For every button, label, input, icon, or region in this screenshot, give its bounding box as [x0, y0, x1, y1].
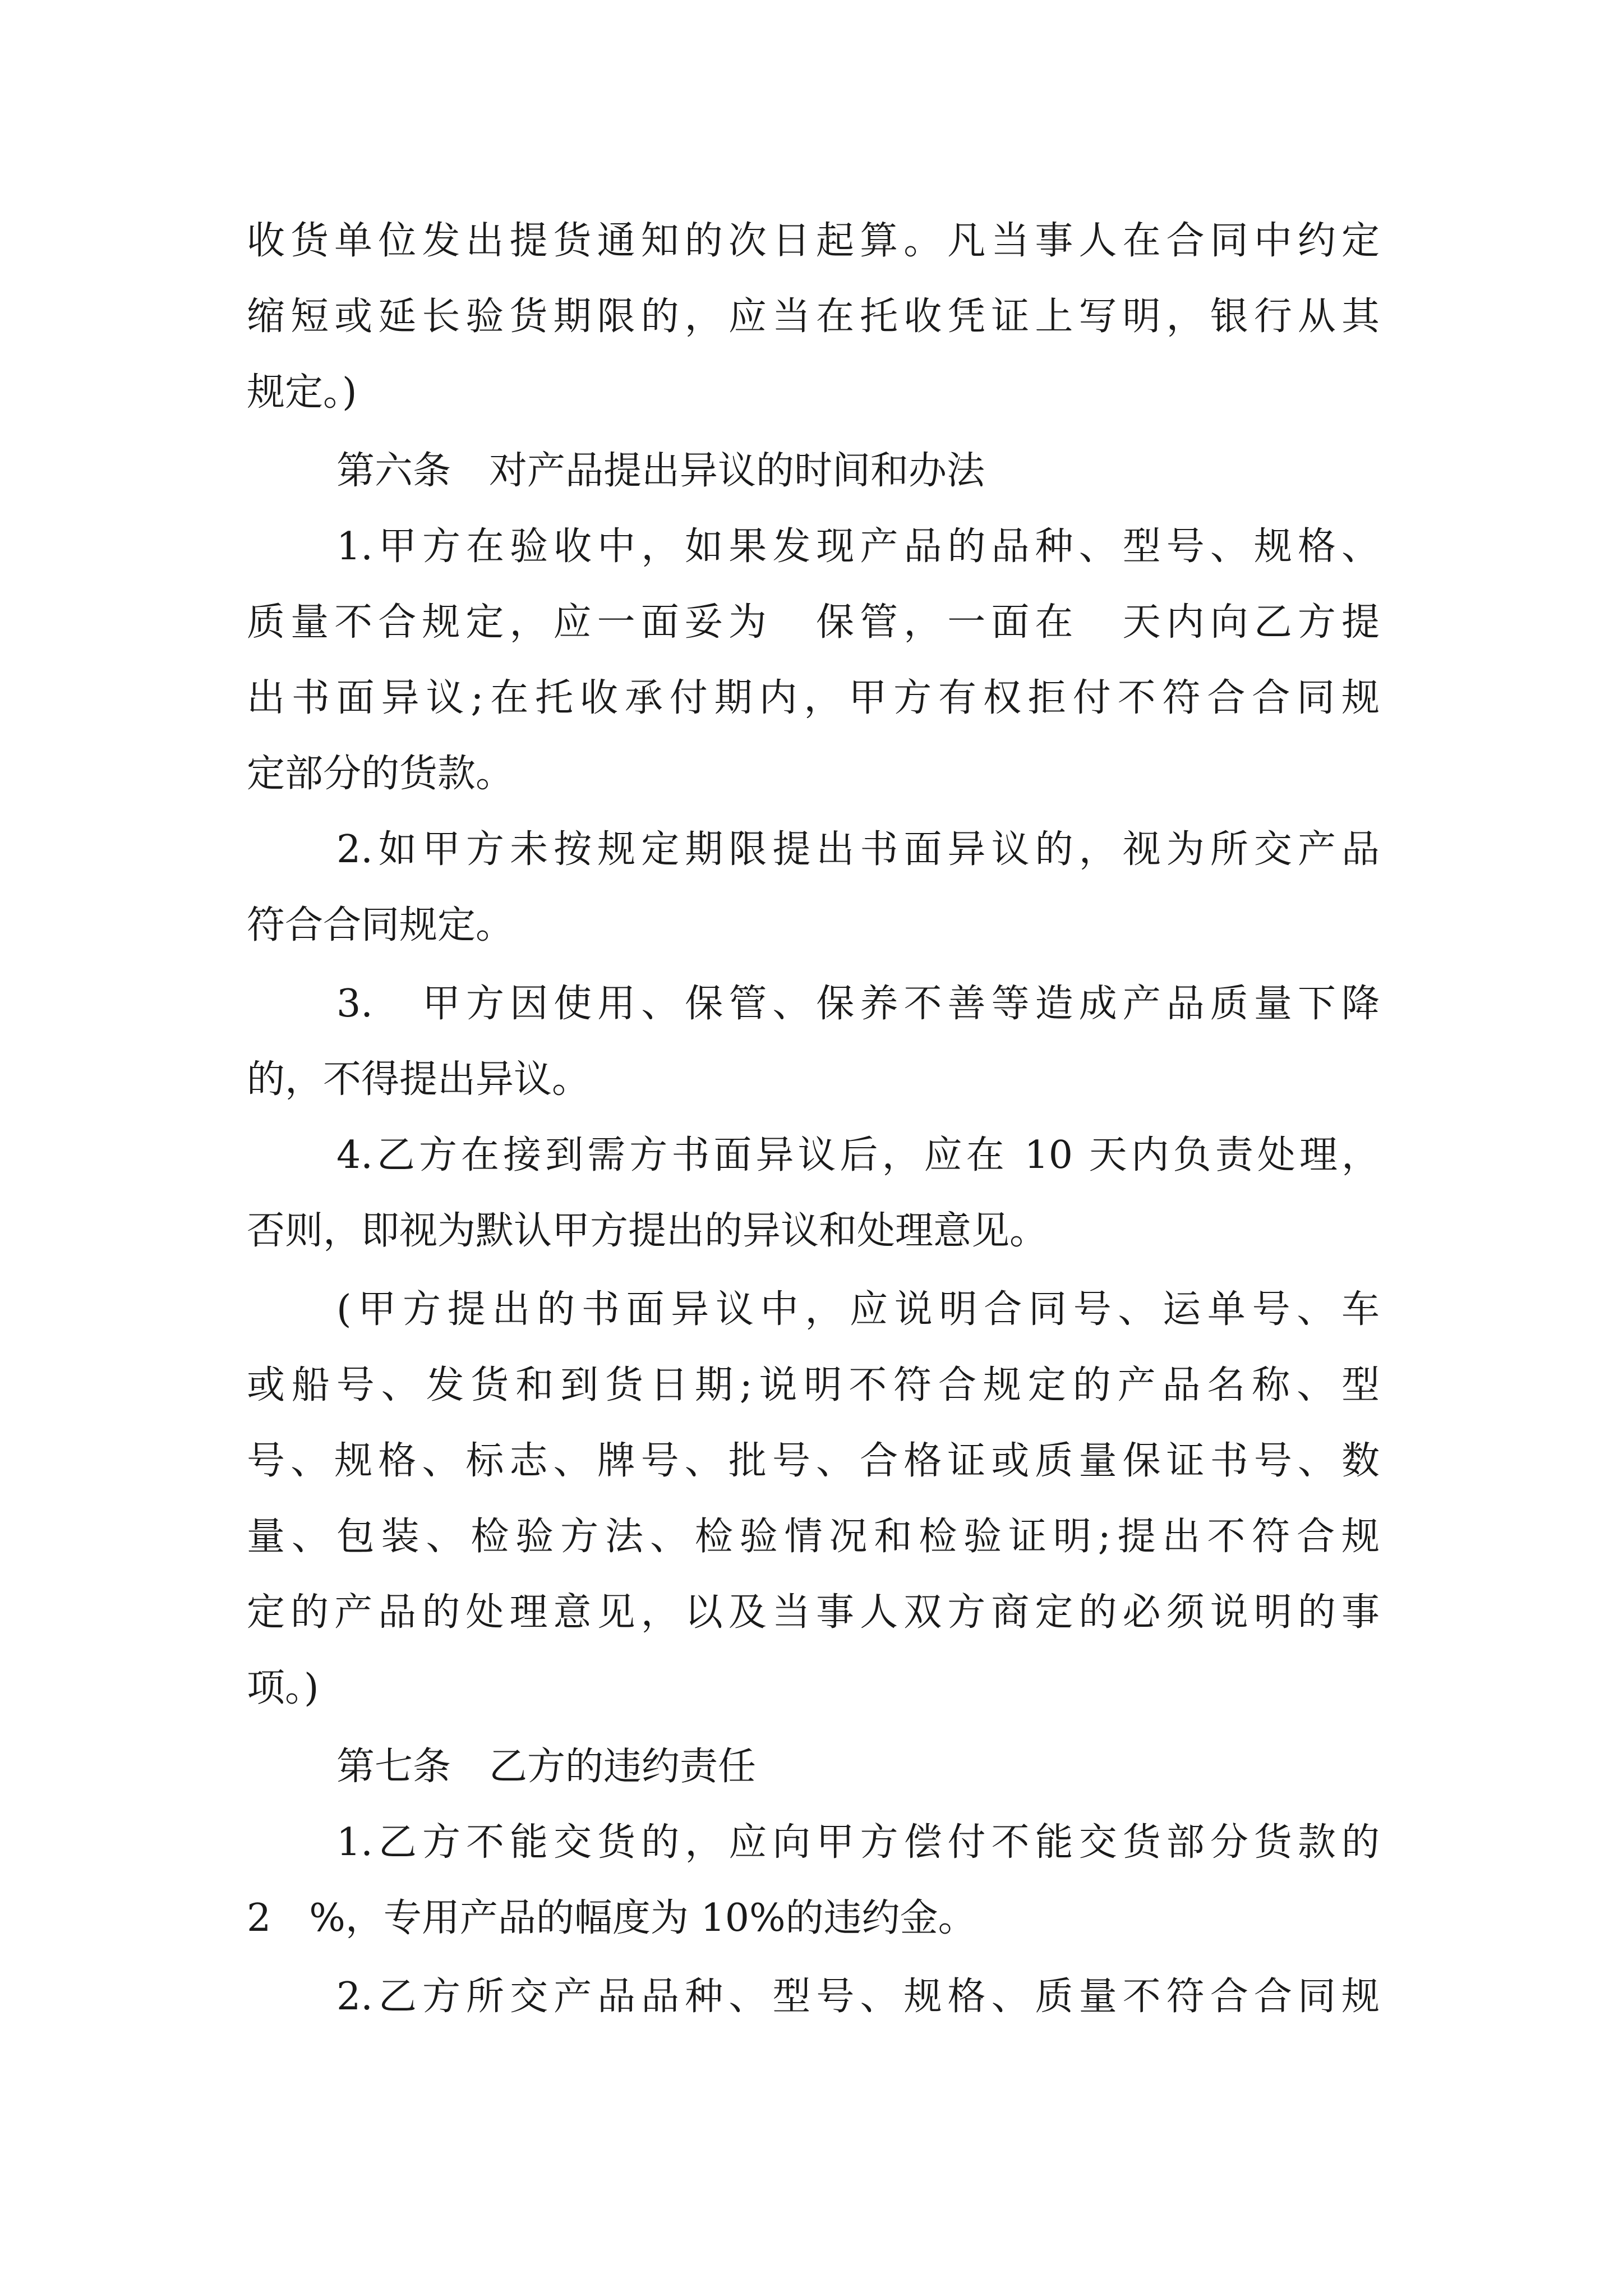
- text-line: 1.甲方在验收中，如果发现产品的品种、型号、规格、: [336, 524, 1380, 569]
- text-line: 项。): [247, 1666, 319, 1710]
- text-line: 量、包装、检验方法、检验情况和检验证明;提出不符合规: [247, 1515, 1380, 1559]
- text-line: 否则，即视为默认甲方提出的异议和处理意见。: [247, 1209, 1048, 1253]
- text-line: 定部分的货款。: [247, 752, 514, 796]
- text-line: 4.乙方在接到需方书面异议后，应在 10 天内负责处理，: [336, 1133, 1380, 1177]
- text-line: 2.乙方所交产品品种、型号、规格、质量不符合合同规: [336, 1975, 1380, 2019]
- text-line: 2 %，专用产品的幅度为 10%的违约金。: [247, 1896, 976, 1940]
- article-heading: 第六条 对产品提出异议的时间和办法: [336, 449, 985, 493]
- text-line: 或船号、发货和到货日期;说明不符合规定的产品名称、型: [247, 1363, 1380, 1407]
- text-line: 符合合同规定。: [247, 903, 514, 947]
- article-heading: 第七条 乙方的违约责任: [336, 1745, 757, 1789]
- text-line: 3. 甲方因使用、保管、保养不善等造成产品质量下降: [336, 982, 1380, 1026]
- text-line: 1.乙方不能交货的，应向甲方偿付不能交货部分货款的: [336, 1820, 1380, 1865]
- text-line: 定的产品的处理意见，以及当事人双方商定的必须说明的事: [247, 1590, 1380, 1635]
- text-line: 的，不得提出异议。: [247, 1057, 591, 1102]
- text-line: 号、规格、标志、牌号、批号、合格证或质量保证书号、数: [247, 1439, 1380, 1483]
- text-line: (甲方提出的书面异议中，应说明合同号、运单号、车: [336, 1287, 1380, 1332]
- text-line: 缩短或延长验货期限的，应当在托收凭证上写明，银行从其: [247, 295, 1380, 339]
- text-line: 出书面异议;在托收承付期内，甲方有权拒付不符合合同规: [247, 676, 1380, 720]
- text-line: 2.如甲方未按规定期限提出书面异议的，视为所交产品: [336, 827, 1380, 872]
- text-line: 收货单位发出提货通知的次日起算。凡当事人在合同中约定: [247, 219, 1380, 263]
- text-line: 规定。): [247, 370, 357, 415]
- text-line: 质量不合规定，应一面妥为 保管，一面在 天内向乙方提: [247, 600, 1380, 645]
